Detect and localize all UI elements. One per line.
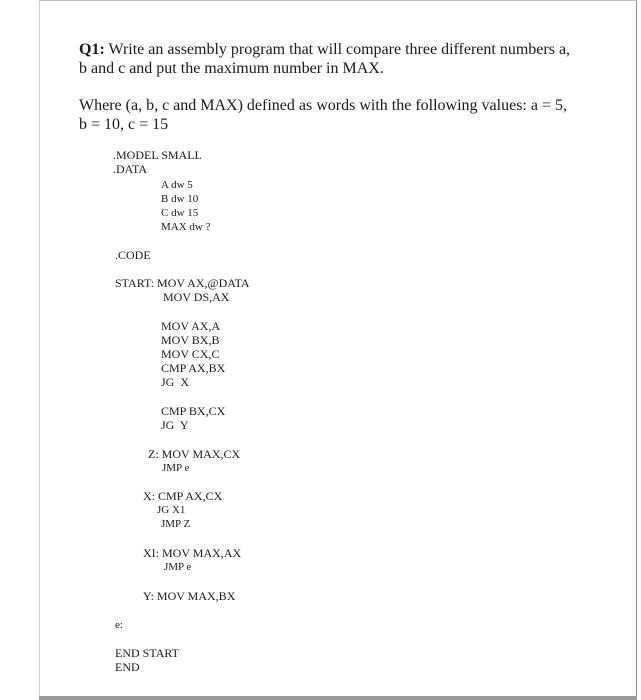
page-frame-bottom-edge bbox=[39, 696, 637, 700]
code-x-jg: JG X1 bbox=[157, 504, 186, 516]
code-e-label: e: bbox=[115, 619, 123, 631]
code-block2-line-1: CMP BX,CX bbox=[161, 404, 226, 418]
code-block1-line-2: MOV BX,B bbox=[161, 333, 220, 347]
code-y-label-line: Y: MOV MAX,BX bbox=[143, 589, 236, 603]
code-var-c: C dw 15 bbox=[161, 207, 199, 219]
code-x-label-line: X: CMP AX,CX bbox=[143, 489, 223, 503]
code-data-directive: .DATA bbox=[113, 162, 148, 176]
code-mov-ds: MOV DS,AX bbox=[163, 290, 230, 304]
question-line-1 bbox=[79, 40, 570, 60]
code-end-start: END START bbox=[115, 646, 179, 660]
code-x1-jmp: JMP e bbox=[164, 561, 192, 573]
code-end: END bbox=[115, 660, 140, 674]
code-start-line: START: MOV AX,@DATA bbox=[115, 276, 250, 290]
question-line-2: b and c and put the maximum number in MAX. bbox=[79, 60, 384, 77]
code-z-jmp: JMP e bbox=[162, 462, 190, 474]
code-x-jmp: JMP Z bbox=[161, 518, 191, 530]
code-var-max: MAX dw ? bbox=[161, 221, 211, 233]
code-block2-line-2: JG Y bbox=[161, 418, 189, 432]
question-line-3: Where (a, b, c and MAX) defined as words with the following values: a = 5, bbox=[79, 97, 567, 114]
code-block1-line-4: CMP AX,BX bbox=[161, 361, 226, 375]
code-block1-line-3: MOV CX,C bbox=[161, 347, 220, 361]
question-text-1: Write an assembly program that will compare three different numbers a, bbox=[104, 41, 571, 58]
code-z-label-line: Z: MOV MAX,CX bbox=[148, 447, 241, 461]
question-line-4: b = 10, c = 15 bbox=[79, 116, 169, 133]
code-var-a: A dw 5 bbox=[161, 179, 193, 191]
code-code-directive: .CODE bbox=[115, 248, 151, 262]
code-block1-line-5: JG X bbox=[161, 375, 190, 389]
code-var-b: B dw 10 bbox=[161, 193, 199, 205]
code-model-directive: .MODEL SMALL bbox=[113, 148, 202, 162]
question-label: Q1: bbox=[79, 41, 105, 58]
code-block1-line-1: MOV AX,A bbox=[161, 319, 221, 333]
code-x1-label-line: XI: MOV MAX,AX bbox=[143, 546, 242, 560]
page-frame-top-edge bbox=[39, 0, 637, 1]
